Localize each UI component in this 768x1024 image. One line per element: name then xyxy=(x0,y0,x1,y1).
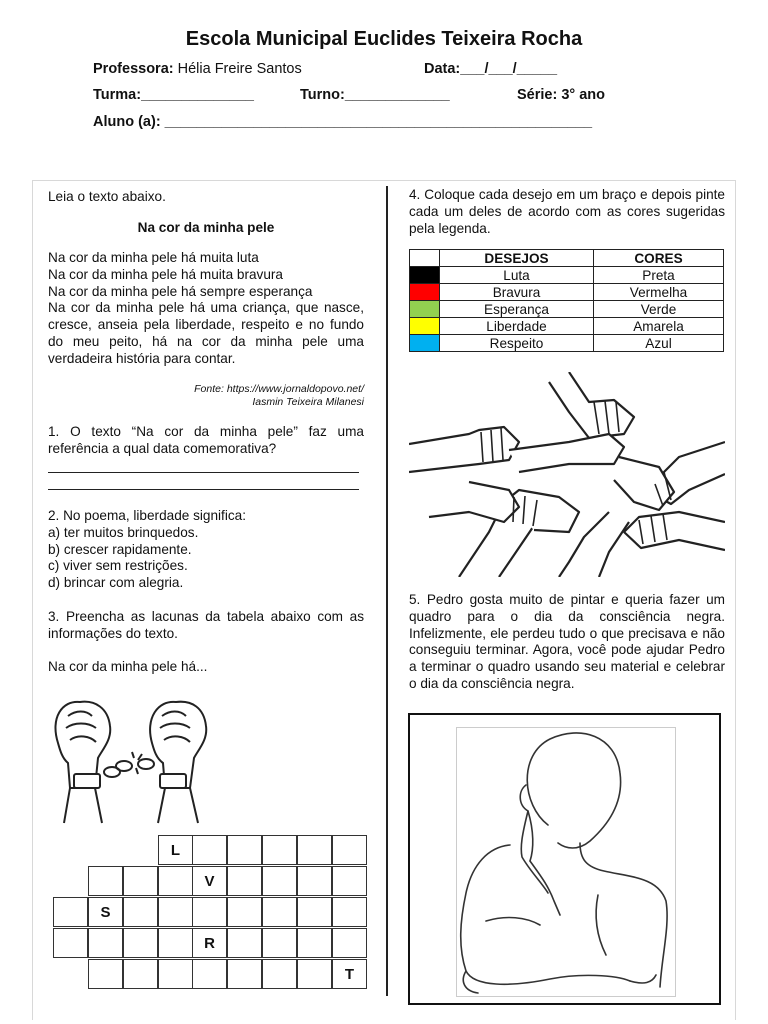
grid-cell[interactable] xyxy=(88,866,123,896)
grid-cell[interactable] xyxy=(123,928,158,958)
color-swatch xyxy=(410,318,440,335)
grid-cell[interactable] xyxy=(158,959,193,989)
grid-cell[interactable] xyxy=(227,835,262,865)
grid-cell[interactable] xyxy=(158,928,193,958)
poem-paragraph: Na cor da minha pele há uma criança, que nasce, cresce, anseia pela liberdade, respeito e no fundo do meu peito, há na cor da minha pele uma verdadeira história para contar. xyxy=(48,300,364,366)
grid-cell[interactable] xyxy=(297,959,332,989)
frame-right xyxy=(735,180,736,1020)
grid-cell[interactable] xyxy=(53,897,88,927)
portrait-outline-icon xyxy=(430,725,700,1000)
question-2 xyxy=(48,508,364,592)
grid-cell[interactable] xyxy=(332,897,367,927)
grid-cell[interactable] xyxy=(297,835,332,865)
color-swatch xyxy=(410,301,440,318)
teacher-name: Hélia Freire Santos xyxy=(177,61,302,77)
legend-desire: Luta xyxy=(440,267,594,284)
grid-cell[interactable] xyxy=(158,897,193,927)
grid-cell[interactable]: R xyxy=(192,928,227,958)
legend-row xyxy=(410,267,724,284)
question-3-sub: Na cor da minha pele há... xyxy=(48,659,208,674)
grid-cell[interactable] xyxy=(227,928,262,958)
grid-cell[interactable] xyxy=(158,866,193,896)
grid-cell[interactable] xyxy=(192,897,227,927)
grid-cell[interactable] xyxy=(192,959,227,989)
grid-cell[interactable] xyxy=(123,866,158,896)
legend-header-colors: CORES xyxy=(594,250,724,267)
grid-cell[interactable]: T xyxy=(332,959,367,989)
legend-row xyxy=(410,284,724,301)
option-a[interactable]: a) ter muitos brinquedos. xyxy=(48,524,199,540)
grid-cell[interactable] xyxy=(262,866,297,896)
question-2-text: 2. No poema, liberdade significa: xyxy=(48,508,246,523)
legend-row xyxy=(410,318,724,335)
legend-color: Verde xyxy=(594,301,724,318)
color-swatch xyxy=(410,284,440,301)
color-swatch xyxy=(410,267,440,284)
grid-cell[interactable] xyxy=(192,835,227,865)
class-field[interactable]: Turma:______________ xyxy=(93,87,254,103)
legend-color: Vermelha xyxy=(594,284,724,301)
legend-header-desires: DESEJOS xyxy=(440,250,594,267)
legend-color: Azul xyxy=(594,335,724,352)
grid-cell[interactable] xyxy=(88,959,123,989)
question-5: 5. Pedro gosta muito de pintar e queria fazer um quadro para o dia da consciência negra. Infelizmente, ele perdeu tudo o que precisava e não conseguiu terminar. Agora, você pode ajudar Pedro a terminar o quadro usando seu material e celebrar o dia da consciência negra. xyxy=(409,592,725,691)
legend-row xyxy=(410,301,724,318)
option-b[interactable]: b) crescer rapidamente. xyxy=(48,541,192,557)
legend-desire: Respeito xyxy=(440,335,594,352)
legend-desire: Bravura xyxy=(440,284,594,301)
grid-cell[interactable]: L xyxy=(158,835,193,865)
poem-title: Na cor da minha pele xyxy=(137,220,275,235)
teacher-label: Professora: xyxy=(93,61,174,77)
legend-desire: Liberdade xyxy=(440,318,594,335)
option-c[interactable]: c) viver sem restrições. xyxy=(48,558,188,574)
grid-cell[interactable]: V xyxy=(192,866,227,896)
question-1: 1. O texto “Na cor da minha pele” faz uma referência a qual data comemorativa? xyxy=(48,424,364,456)
answer-line[interactable] xyxy=(48,489,359,490)
question-3: 3. Preencha as lacunas da tabela abaixo com as informações do texto. xyxy=(48,609,364,641)
source xyxy=(48,383,364,409)
grid-cell[interactable] xyxy=(262,835,297,865)
grid-cell[interactable] xyxy=(297,928,332,958)
intro-text: Leia o texto abaixo. xyxy=(48,189,166,204)
grid-cell[interactable] xyxy=(123,959,158,989)
teacher-line xyxy=(93,61,302,77)
answer-line[interactable] xyxy=(48,472,359,473)
column-divider xyxy=(386,186,388,996)
grid-cell[interactable] xyxy=(262,928,297,958)
grid-cell[interactable] xyxy=(227,897,262,927)
grid-cell[interactable] xyxy=(332,928,367,958)
frame-top xyxy=(32,180,736,181)
color-swatch xyxy=(410,335,440,352)
grid-cell[interactable] xyxy=(123,897,158,927)
grid-cell[interactable]: S xyxy=(88,897,123,927)
source-url: Fonte: https://www.jornaldopovo.net/ xyxy=(194,383,364,395)
grid-cell[interactable] xyxy=(88,928,123,958)
drawing-frame[interactable] xyxy=(408,713,721,1005)
poem-line: Na cor da minha pele há muita bravura xyxy=(48,266,283,282)
broken-chains-image xyxy=(40,688,220,828)
option-d[interactable]: d) brincar com alegria. xyxy=(48,575,184,591)
student-field[interactable]: Aluno (a): _____________________________________________________ xyxy=(93,114,593,130)
shift-field[interactable]: Turno:_____________ xyxy=(300,87,450,103)
grade-label: Série: 3° ano xyxy=(517,87,605,103)
legend-header-row xyxy=(410,250,724,267)
source-author: Iasmin Teixeira Milanesi xyxy=(252,396,364,408)
poem xyxy=(48,250,364,368)
grid-cell[interactable] xyxy=(297,866,332,896)
linked-arms-image xyxy=(409,372,725,577)
legend-table-wrap xyxy=(409,249,724,352)
legend-desire: Esperança xyxy=(440,301,594,318)
grid-cell[interactable] xyxy=(332,866,367,896)
date-field[interactable]: Data:___/___/_____ xyxy=(424,61,558,77)
question-4: 4. Coloque cada desejo em um braço e depois pinte cada um deles de acordo com as cores sugeridas pela legenda. xyxy=(409,187,725,236)
grid-cell[interactable] xyxy=(262,959,297,989)
grid-cell[interactable] xyxy=(297,897,332,927)
legend-row xyxy=(410,335,724,352)
grid-cell[interactable] xyxy=(262,897,297,927)
grid-cell[interactable] xyxy=(53,928,88,958)
poem-line: Na cor da minha pele há sempre esperança xyxy=(48,283,313,299)
grid-cell[interactable] xyxy=(332,835,367,865)
legend-table xyxy=(409,249,724,352)
linked-arms-icon xyxy=(409,372,725,577)
broken-chains-icon xyxy=(40,688,220,828)
legend-swatch-header xyxy=(410,250,440,267)
grid-cell[interactable] xyxy=(227,866,262,896)
school-title: Escola Municipal Euclides Teixeira Rocha xyxy=(185,28,583,50)
poem-line: Na cor da minha pele há muita luta xyxy=(48,250,259,265)
grid-cell[interactable] xyxy=(227,959,262,989)
frame-left xyxy=(32,180,33,1020)
legend-color: Amarela xyxy=(594,318,724,335)
legend-color: Preta xyxy=(594,267,724,284)
